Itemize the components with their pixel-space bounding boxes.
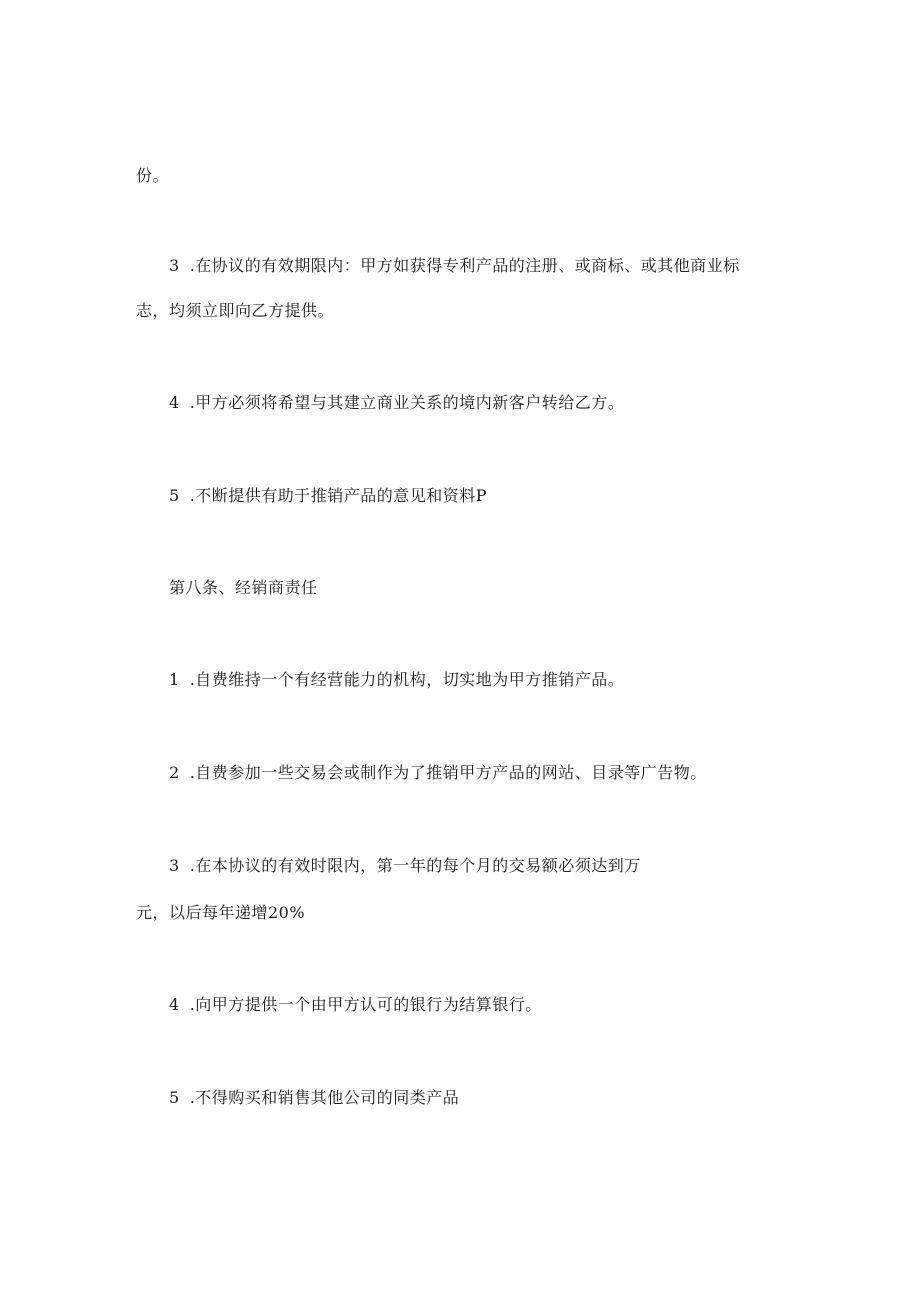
duty-item-5	[169, 1088, 459, 1108]
clause-number: 1	[169, 670, 180, 689]
line-text: 志，均须立即向乙方提供。	[136, 301, 335, 320]
clause-number: 3	[169, 256, 180, 275]
line-text: 元，以后每年递增20%	[136, 903, 306, 922]
article-heading	[169, 578, 318, 598]
clause-number: 4	[169, 995, 180, 1014]
heading-text: 第八条、经销商责任	[169, 578, 318, 597]
clause-item-5	[169, 486, 487, 506]
duty-item-3-continuation	[136, 903, 305, 923]
duty-item-2	[169, 763, 707, 783]
clause-text: .不断提供有助于推销产品的意见和资料P	[189, 486, 488, 505]
clause-text: .不得购买和销售其他公司的同类产品	[189, 1088, 460, 1107]
clause-number: 2	[169, 763, 180, 782]
clause-text: .甲方必须将希望与其建立商业关系的境内新客户转给乙方。	[189, 393, 625, 412]
clause-text: .在协议的有效期限内：甲方如获得专利产品的注册、或商标、或其他商业标	[189, 256, 740, 275]
duty-item-3	[169, 856, 641, 876]
duty-item-4	[169, 995, 542, 1015]
paragraph-continuation	[136, 166, 169, 186]
clause-text: .向甲方提供一个由甲方认可的银行为结算银行。	[189, 995, 542, 1014]
clause-number: 5	[169, 1088, 180, 1107]
clause-number: 5	[169, 486, 180, 505]
line-text: 份。	[136, 166, 170, 185]
clause-text: .自费维持一个有经营能力的机构，切实地为甲方推销产品。	[189, 670, 625, 689]
clause-item-3	[169, 256, 740, 276]
clause-number: 4	[169, 393, 180, 412]
clause-item-4	[169, 393, 624, 413]
clause-text: .在本协议的有效时限内，第一年的每个月的交易额必须达到万	[189, 856, 641, 875]
clause-text: .自费参加一些交易会或制作为了推销甲方产品的网站、目录等广告物。	[189, 763, 707, 782]
duty-item-1	[169, 670, 624, 690]
clause-item-3-continuation	[136, 301, 334, 321]
clause-number: 3	[169, 856, 180, 875]
